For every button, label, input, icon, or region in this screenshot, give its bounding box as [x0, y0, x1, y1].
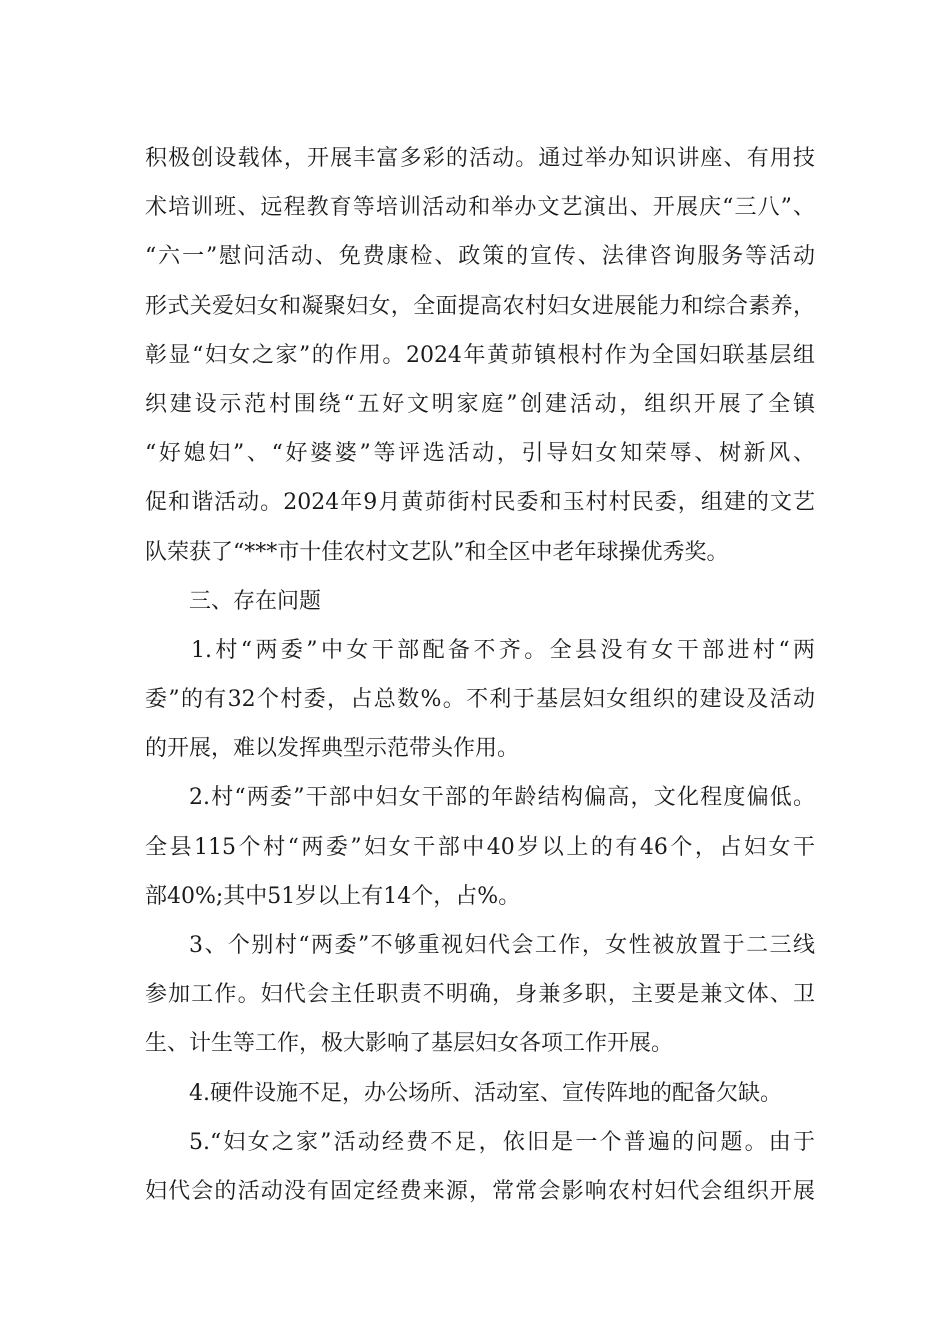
paragraph-line: 1.村“两委”中女干部配备不齐。全县没有女干部进村“两: [191, 637, 815, 663]
paragraph-line: 彰显“妇女之家”的作用。2024年黄茆镇根村作为全国妇联基层组: [145, 342, 815, 368]
paragraph-line: 生、计生等工作，极大影响了基层妇女各项工作开展。: [145, 1031, 674, 1057]
paragraph-line: “好媳妇”、“好婆婆”等评选活动，引导妇女知荣辱、树新风、: [145, 441, 815, 467]
paragraph-line: “六一”慰问活动、免费康检、政策的宣传、法律咨询服务等活动: [145, 244, 815, 270]
paragraph-line: 形式关爱妇女和凝聚妇女，全面提高农村妇女进展能力和综合素养，: [145, 293, 815, 319]
paragraph-line: 的开展，难以发挥典型示范带头作用。: [145, 736, 520, 762]
document-body: [145, 134, 815, 1216]
paragraph-line: 全县115个村“两委”妇女干部中40岁以上的有46个，占妇女干: [145, 834, 815, 860]
paragraph-line: 5.“妇女之家”活动经费不足，依旧是一个普遍的问题。由于: [189, 1129, 815, 1155]
paragraph-line: 术培训班、远程教育等培训活动和举办文艺演出、开展庆“三八”、: [145, 195, 815, 221]
paragraph-line: 4.硬件设施不足，办公场所、活动室、宣传阵地的配备欠缺。: [189, 1080, 782, 1106]
paragraph-line: 委”的有32个村委，占总数%。不利于基层妇女组织的建设及活动: [145, 687, 815, 713]
paragraph-line: 部40%;其中51岁以上有14个，占%。: [145, 883, 521, 909]
paragraph-line: 3、个别村“两委”不够重视妇代会工作，女性被放置于二三线: [189, 933, 815, 958]
paragraph-line: 2.村“两委”干部中妇女干部的年龄结构偏高，文化程度偏低。: [189, 785, 815, 811]
paragraph-line: 促和谐活动。2024年9月黄茆街村民委和玉村村民委，组建的文艺: [145, 490, 815, 516]
paragraph-line: 积极创设载体，开展丰富多彩的活动。通过举办知识讲座、有用技: [145, 146, 815, 171]
paragraph-line: 参加工作。妇代会主任职责不明确，身兼多职，主要是兼文体、卫: [145, 982, 815, 1008]
section-heading: 三、存在问题: [189, 588, 322, 614]
paragraph-line: 队荣获了“***市十佳农村文艺队”和全区中老年球操优秀奖。: [145, 539, 729, 565]
paragraph-line: 妇代会的活动没有固定经费来源，常常会影响农村妇代会组织开展: [145, 1178, 815, 1204]
paragraph-line: 织建设示范村围绕“五好文明家庭”创建活动，组织开展了全镇: [145, 391, 815, 417]
